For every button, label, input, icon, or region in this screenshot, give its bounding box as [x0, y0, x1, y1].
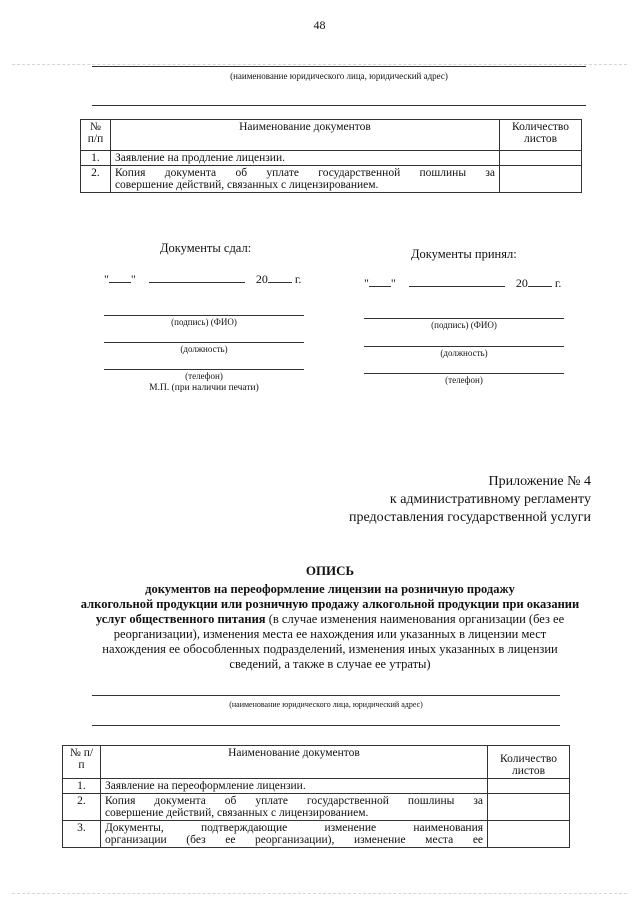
inventory-normal-part: (в случае изменения наименования организации (без ее — [265, 612, 565, 626]
year-blank — [268, 272, 292, 283]
header-document-name: Наименование документов — [100, 746, 487, 779]
day-blank — [369, 276, 391, 287]
position-caption: (должность) — [440, 348, 488, 358]
date-quote-close: " — [130, 272, 136, 286]
signature-caption: (подпись) (ФИО) — [171, 317, 237, 327]
phone-line — [104, 369, 304, 370]
day-blank — [109, 272, 131, 283]
entity-line — [92, 66, 586, 67]
entity-caption: (наименование юридического лица, юридический адрес) — [229, 700, 423, 709]
date-quote-close: " — [390, 276, 396, 290]
row-document-name-line: Документы, подтверждающие изменение наименования — [104, 822, 484, 834]
table-row — [63, 821, 570, 848]
year-prefix: 20 — [255, 272, 268, 286]
row-number: 1. — [63, 779, 101, 794]
entity-line-2 — [92, 725, 560, 726]
row-number: 3. — [63, 821, 101, 848]
row-document-name-line: совершение действий, связанных с лицензированием. — [114, 179, 379, 191]
accepted-date — [364, 276, 561, 291]
row-sheet-count — [500, 151, 582, 166]
row-document-name-line: организации (без ее реорганизации), изменение места ее — [104, 834, 484, 846]
year-blank — [528, 276, 552, 287]
documents-table — [62, 745, 570, 848]
header-sheet-count: Количество листов — [488, 746, 570, 779]
table-row — [63, 794, 570, 821]
row-document-name: Заявление на продление лицензии. — [110, 151, 499, 166]
year-prefix: 20 — [515, 276, 528, 290]
header-sheet-count: Количество листов — [500, 120, 582, 151]
entity-line-2 — [92, 105, 586, 106]
top-divider — [12, 64, 627, 65]
inventory-line: сведений, а также в случае ее утраты) — [229, 657, 431, 671]
inventory-heading: ОПИСЬ — [305, 563, 355, 578]
phone-caption: (телефон) — [445, 375, 483, 385]
row-document-name — [100, 794, 487, 821]
row-sheet-count — [488, 794, 570, 821]
page-number: 48 — [313, 18, 326, 32]
signature-line — [104, 315, 304, 316]
accepted-title: Документы принял: — [411, 247, 517, 261]
row-sheet-count — [488, 779, 570, 794]
row-document-name-line: Копия документа об уплате государственной пошлины за — [114, 167, 496, 179]
table-row — [81, 151, 582, 166]
row-number: 2. — [63, 794, 101, 821]
year-suffix: г. — [554, 276, 562, 290]
position-line — [104, 342, 304, 343]
table-row — [63, 779, 570, 794]
month-blank — [149, 272, 245, 283]
bottom-divider — [12, 893, 627, 894]
handed-over-date — [104, 272, 301, 287]
row-document-name — [110, 166, 499, 193]
phone-caption: (телефон) — [185, 371, 223, 381]
annex-heading — [349, 473, 591, 527]
annex-line: Приложение № 4 — [488, 474, 591, 489]
row-document-name — [100, 821, 487, 848]
annex-line: к административному регламенту — [389, 492, 591, 507]
table-header-row — [81, 120, 582, 151]
entity-caption: (наименование юридического лица, юридический адрес) — [230, 71, 448, 81]
inventory-line: документов на переоформление лицензии на розничную продажу — [145, 582, 515, 596]
inventory-line: алкогольной продукции или розничную продажу алкогольной продукции при оказании — [80, 597, 580, 611]
position-line — [364, 346, 564, 347]
inventory-line: нахождения ее обособленных подразделений, изменения иных указанных в лицензии — [102, 642, 558, 656]
phone-line — [364, 373, 564, 374]
position-caption: (должность) — [180, 344, 228, 354]
row-document-name-line: совершение действий, связанных с лицензированием. — [104, 807, 369, 819]
row-sheet-count — [488, 821, 570, 848]
documents-table — [80, 119, 582, 193]
row-number: 1. — [81, 151, 111, 166]
inventory-title — [60, 563, 600, 672]
month-blank — [409, 276, 505, 287]
signature-line — [364, 318, 564, 319]
row-document-name: Заявление на переоформление лицензии. — [100, 779, 487, 794]
inventory-line: реорганизации), изменения места ее нахождения или указанных в лицензии мест — [113, 627, 547, 641]
header-number: № п/п — [63, 746, 101, 779]
date-quote-open: " — [104, 272, 109, 286]
table-row — [81, 166, 582, 193]
row-sheet-count — [500, 166, 582, 193]
stamp-caption: М.П. (при наличии печати) — [149, 383, 259, 393]
inventory-bold-part: услуг общественного питания — [95, 612, 266, 626]
inventory-line — [60, 612, 600, 627]
signature-caption: (подпись) (ФИО) — [431, 320, 497, 330]
date-quote-open: " — [364, 276, 369, 290]
entity-line — [92, 695, 560, 696]
handed-over-title: Документы сдал: — [160, 241, 252, 255]
header-document-name: Наименование документов — [110, 120, 499, 151]
row-document-name-line: Копия документа об уплате государственной пошлины за — [104, 795, 484, 807]
annex-line: предоставления государственной услуги — [349, 510, 591, 525]
header-number: № п/п — [81, 120, 111, 151]
table-header-row — [63, 746, 570, 779]
row-number: 2. — [81, 166, 111, 193]
year-suffix: г. — [294, 272, 302, 286]
